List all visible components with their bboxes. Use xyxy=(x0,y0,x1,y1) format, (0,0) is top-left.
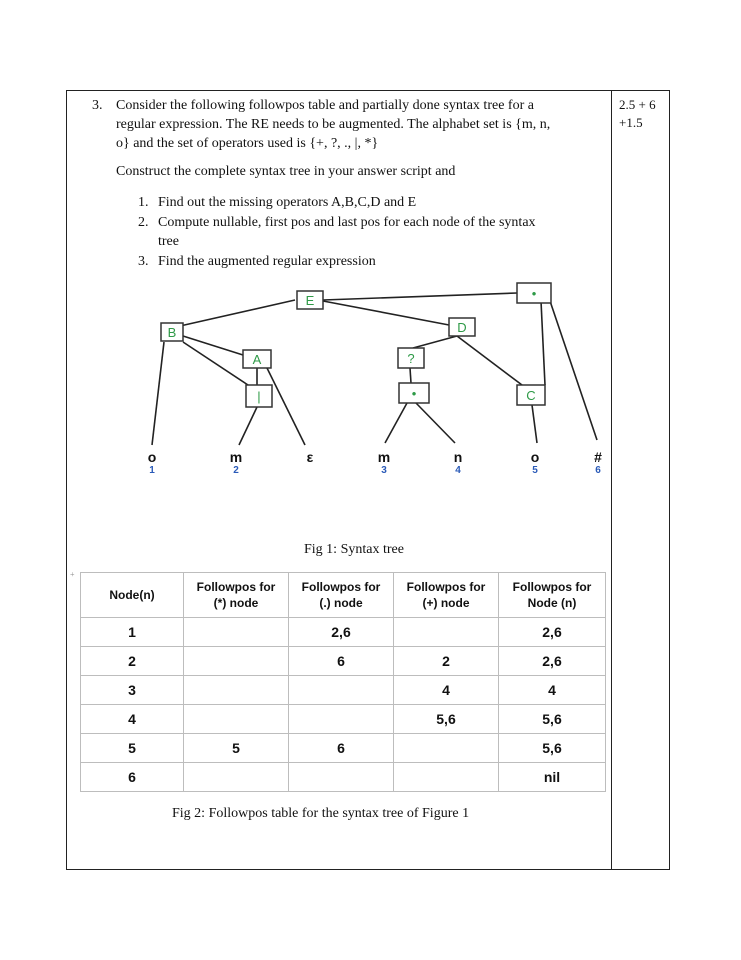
table-row xyxy=(81,647,606,676)
node-d-label: D xyxy=(457,320,467,335)
node-dot-mid-label: • xyxy=(411,386,417,401)
stray-mark: + xyxy=(70,570,75,579)
node-a-label: A xyxy=(252,352,262,367)
header-plus xyxy=(394,573,499,618)
header-text: Followpos for xyxy=(301,580,381,594)
header-subtext: (*) node xyxy=(213,596,259,610)
instruction-text: Construct the complete syntax tree in your answer script and xyxy=(116,164,456,179)
table-cell: 2 xyxy=(81,647,184,676)
leaf-5-symbol: o xyxy=(530,449,540,465)
table-cell: 5,6 xyxy=(394,705,499,734)
leaf-3-symbol: m xyxy=(377,449,391,465)
task-text: Compute nullable, first pos and last pos for each node of the syntax xyxy=(158,215,536,230)
table-cell: 6 xyxy=(289,734,394,763)
table-cell: 2,6 xyxy=(289,618,394,647)
table-cell xyxy=(289,676,394,705)
node-e-label: E xyxy=(305,293,315,308)
node-b-label: B xyxy=(167,325,177,340)
table-cell: 1 xyxy=(81,618,184,647)
table-cell xyxy=(184,647,289,676)
table-cell: 2 xyxy=(394,647,499,676)
table-cell xyxy=(184,676,289,705)
leaf-2-position: 2 xyxy=(233,465,239,476)
table-cell: 2,6 xyxy=(499,647,606,676)
node-c-label: C xyxy=(526,388,536,403)
header-text: Followpos for xyxy=(512,580,592,594)
task-text-cont: tree xyxy=(158,234,179,249)
table-cell: 6 xyxy=(81,763,184,792)
leaf-6-position: 6 xyxy=(595,465,601,476)
header-dot xyxy=(289,573,394,618)
table-cell xyxy=(289,705,394,734)
table-cell xyxy=(394,734,499,763)
table-cell xyxy=(394,763,499,792)
table-cell: 2,6 xyxy=(499,618,606,647)
question-number: 3. xyxy=(92,98,103,113)
leaf-1-symbol: o xyxy=(147,449,157,465)
header-followpos xyxy=(499,573,606,618)
question-line-3: o} and the set of operators used is {+, ?, ., |, *} xyxy=(116,136,379,151)
leaf-3-position: 3 xyxy=(381,465,387,476)
marks-line-1: 2.5 + 6 xyxy=(619,97,656,112)
table-cell: 4 xyxy=(499,676,606,705)
leaf-5-position: 5 xyxy=(532,465,538,476)
table-row xyxy=(81,676,606,705)
figure-1-caption: Fig 1: Syntax tree xyxy=(304,542,404,557)
table-cell: 5,6 xyxy=(499,734,606,763)
task-number: 2. xyxy=(138,215,149,230)
question-line-1: Consider the following followpos table and partially done syntax tree for a xyxy=(116,98,534,113)
table-cell xyxy=(289,763,394,792)
header-node xyxy=(81,573,184,618)
header-star xyxy=(184,573,289,618)
table-row xyxy=(81,734,606,763)
table-cell: 5,6 xyxy=(499,705,606,734)
table-cell: 5 xyxy=(81,734,184,763)
question-line-2: regular expression. The RE needs to be augmented. The alphabet set is {m, n, xyxy=(116,117,551,132)
table-header-row xyxy=(81,573,606,618)
header-subtext: (.) node xyxy=(319,596,363,610)
table-cell xyxy=(394,618,499,647)
marks-line-2: +1.5 xyxy=(619,115,643,130)
table-cell: nil xyxy=(499,763,606,792)
leaf-4-position: 4 xyxy=(455,465,461,476)
tree-edges xyxy=(152,293,597,445)
table-row xyxy=(81,618,606,647)
header-text: Node(n) xyxy=(109,588,155,602)
leaf-epsilon-symbol: ε xyxy=(306,449,314,465)
header-subtext: (+) node xyxy=(422,596,470,610)
task-number: 3. xyxy=(138,254,149,269)
leaf-4-symbol: n xyxy=(453,449,463,465)
table-row xyxy=(81,705,606,734)
table-cell xyxy=(184,618,289,647)
table-row xyxy=(81,763,606,792)
figure-2-caption: Fig 2: Followpos table for the syntax tree of Figure 1 xyxy=(172,806,470,821)
leaf-6-symbol: # xyxy=(594,449,602,465)
task-text: Find the augmented regular expression xyxy=(158,254,376,269)
header-text: Followpos for xyxy=(196,580,276,594)
leaf-2-symbol: m xyxy=(229,449,243,465)
node-dot-top-label: • xyxy=(531,286,537,301)
header-subtext: Node (n) xyxy=(527,596,577,610)
table-cell xyxy=(184,763,289,792)
node-bar-label: | xyxy=(257,389,261,404)
node-question-label: ? xyxy=(407,351,415,366)
table-cell: 6 xyxy=(289,647,394,676)
table-cell xyxy=(184,705,289,734)
table-cell: 5 xyxy=(184,734,289,763)
table-cell: 4 xyxy=(394,676,499,705)
task-text: Find out the missing operators A,B,C,D and E xyxy=(158,195,417,210)
table-cell: 3 xyxy=(81,676,184,705)
header-text: Followpos for xyxy=(406,580,486,594)
task-number: 1. xyxy=(138,195,149,210)
leaf-1-position: 1 xyxy=(149,465,155,476)
table-cell: 4 xyxy=(81,705,184,734)
followpos-table xyxy=(80,572,606,792)
